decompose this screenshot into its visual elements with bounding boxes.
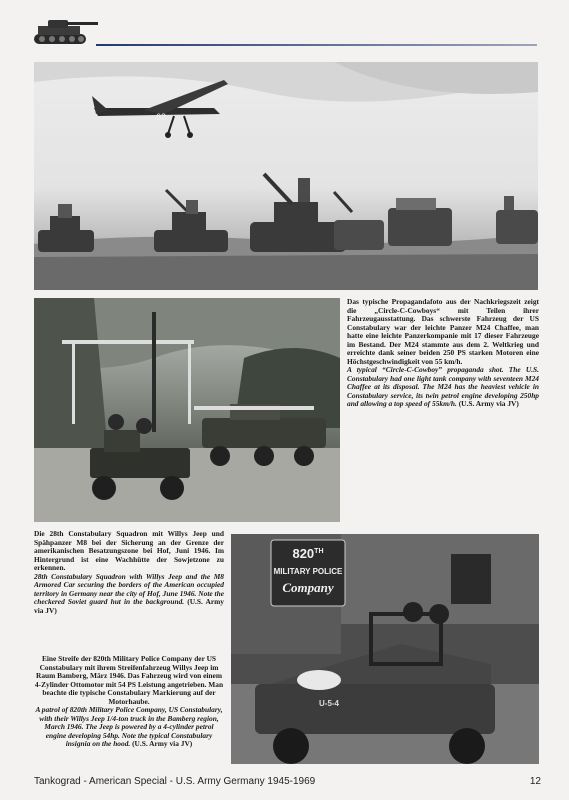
caption-english: A typical “Circle-C-Cowboy” propaganda shot. The U.S. Constabulary had one light tank company with seventeen M24 Chaffee at its disposal. The M24 has the heaviest vehicle in Constabulary service, its twin petrol engine developing 250hp and allowing a top speed of 55km/h. (347, 365, 539, 408)
sign-number: 820 (292, 546, 315, 561)
sign-line-3: Company (282, 580, 334, 595)
aircraft-number: 62 (156, 112, 167, 122)
caption-german: Die 28th Constabulary Squadron mit Willys Jeep und Spähpanzer M8 bei der Sicherung an der Grenze der amerikanischen Besatzungszone bei Hof, Juni 1946. Im Hintergrund ist eine Wachhütte der Sowjetzone zu erkennen. (34, 529, 224, 572)
caption-german: Das typische Propagandafoto aus der Nachkriegszeit zeigt die „Circle-C-Cowboys“ mit Teilen ihrer Fahrzeugausstattung. Das schwerste Fahrzeug der US Constabulary war der leichte Panzer M24 Chaffee, man hatte eine leichte Panzerkompanie mit 17 dieser Fahrzeuge im Bestand. Der M24 stammte aus dem 2. Weltkrieg und erreichte dank seiner beiden 250 PS starken Motoren eine Höchstgeschwindigkeit von 55 km/h. (347, 297, 539, 366)
photo-credit: (U.S. Army via JV) (132, 739, 193, 748)
photo-credit: (U.S. Army via JV) (34, 597, 224, 615)
military-police-sign (271, 540, 345, 606)
caption-border-patrol (34, 530, 224, 615)
tank-logo-icon (30, 12, 102, 48)
page-number: 12 (529, 776, 541, 787)
caption-propaganda-shot (347, 298, 539, 409)
caption-english: A patrol of 820th Military Police Company, US Constabulary, with their Willys Jeep 1/4-ton truck in the Bamberg region, March 1946. The Jeep is powered by a 4-cylinder petrol engine developing 54hp. Note the typical Constabulary insignia on the hood. (35, 705, 223, 748)
photo-tanks-and-aircraft (34, 62, 538, 290)
caption-english: 28th Constabulary Squadron with Willys Jeep and the M8 Armored Car securing the borders of the American occupied territory in Germany near the city of Hof, June 1946. Note the checkered Soviet guard hut in the background. (34, 571, 224, 606)
footer-title: Tankograd - American Special - U.S. Army Germany 1945-1969 (34, 776, 316, 787)
aircraft (92, 80, 228, 138)
photo-jeep-m8-border (34, 298, 340, 522)
caption-mp-patrol (34, 655, 224, 749)
jeep-marking: U-5-4 (319, 699, 340, 708)
sign-number-suffix: TH (314, 548, 324, 555)
header-rule (96, 44, 537, 46)
sign-line-2: MILITARY POLICE (273, 567, 343, 576)
photo-credit: (U.S. Army via JV) (458, 399, 519, 408)
caption-german: Eine Streife der 820th Military Police Company der US Constabulary mit ihrem Streifenfahrzeug Willys Jeep im Raum Bamberg, März 1946. Das Fahrzeug wird von einem 4-Zylinder Ottomotor mit 54 PS Leistung angetrieben. Man beachte die typische Constabulary Markierung auf der Motorhaube. (34, 654, 224, 706)
photo-military-police-jeep (231, 534, 539, 764)
